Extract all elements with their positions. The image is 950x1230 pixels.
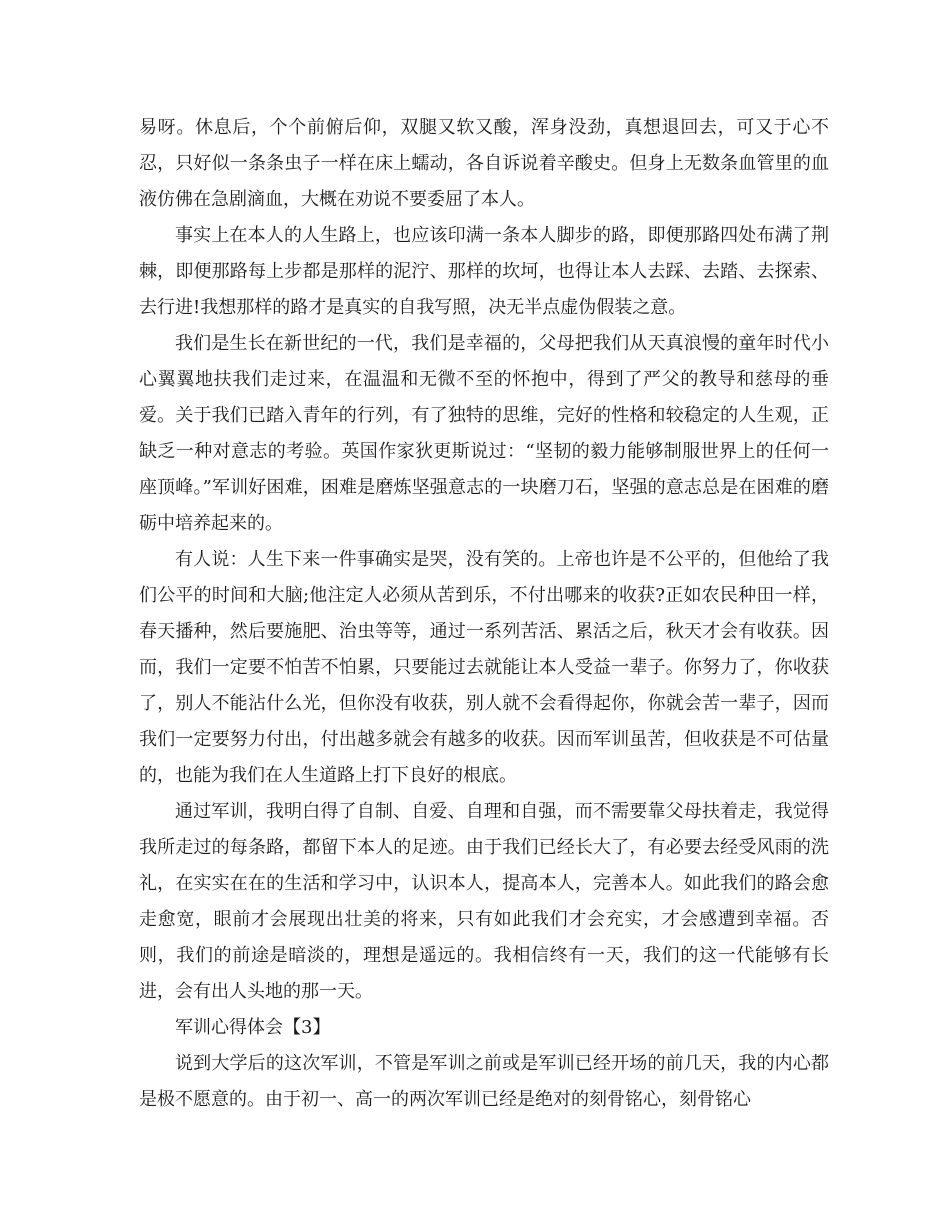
paragraph: 事实上在本人的人生路上，也应该印满一条本人脚步的路，即便那路四处布满了荆棘，即便那路每上步都是那样的泥泞、那样的坎坷，也得让本人去踩、去踏、去探索、去行进!我想那样的路才是真实的自我写照，决无半点虚伪假装之意。 bbox=[139, 225, 829, 318]
paragraph: 有人说：人生下来一件事确实是哭，没有笑的。上帝也许是不公平的，但他给了我们公平的时间和大脑;他注定人必须从苦到乐，不付出哪来的收获?正如农民种田一样，春天播种，然后要施肥、治虫等等，通过一系列苦活、累活之后，秋天才会有收获。因而，我们一定要不怕苦不怕累，只要能过去就能让本人受益一辈子。你努力了，你收获了，别人不能沾什么光，但你没有收获，别人就不会看得起你，你就会苦一辈子，因而我们一定要努力付出，付出越多就会有越多的收获。因而军训虽苦，但收获是不可估量的，也能为我们在人生道路上打下良好的根底。 bbox=[139, 549, 829, 786]
document-body bbox=[139, 110, 829, 1118]
paragraph: 通过军训，我明白得了自制、自爱、自理和自强，而不需要靠父母扶着走，我觉得我所走过的每条路，都留下本人的足迹。由于我们已经长大了，有必要去经受风雨的洗礼，在实实在在的生活和学习中，认识本人，提高本人，完善本人。如此我们的路会愈走愈宽，眼前才会展现出壮美的将来，只有如此我们才会充实，才会感遭到幸福。否则，我们的前途是暗淡的，理想是遥远的。我相信终有一天，我们的这一代能够有长进，会有出人头地的那一天。 bbox=[139, 801, 829, 1002]
paragraph-continued: 易呀。休息后，个个前俯后仰，双腿又软又酸，浑身没劲，真想退回去，可又于心不忍，只好似一条条虫子一样在床上蠕动，各自诉说着辛酸史。但身上无数条血管里的血液仿佛在急剧滴血，大概在劝说不要委屈了本人。 bbox=[139, 117, 829, 210]
paragraph: 我们是生长在新世纪的一代，我们是幸福的，父母把我们从天真浪慢的童年时代小心翼翼地扶我们走过来，在温温和无微不至的怀抱中，得到了严父的教导和慈母的垂爱。关于我们已踏入青年的行列，有了独特的思维，完好的性格和较稳定的人生观，正缺乏一种对意志的考验。英国作家狄更斯说过：“坚韧的毅力能够制服世界上的任何一座顶峰。”军训好困难，困难是磨炼坚强意志的一块磨刀石，坚强的意志总是在困难的磨砺中培养起来的。 bbox=[139, 333, 829, 534]
section-heading: 军训心得体会【3】 bbox=[175, 1017, 331, 1038]
paragraph: 说到大学后的这次军训，不管是军训之前或是军训已经开场的前几天，我的内心都是极不愿意的。由于初一、高一的两次军训已经是绝对的刻骨铭心，刻骨铭心 bbox=[139, 1053, 829, 1110]
